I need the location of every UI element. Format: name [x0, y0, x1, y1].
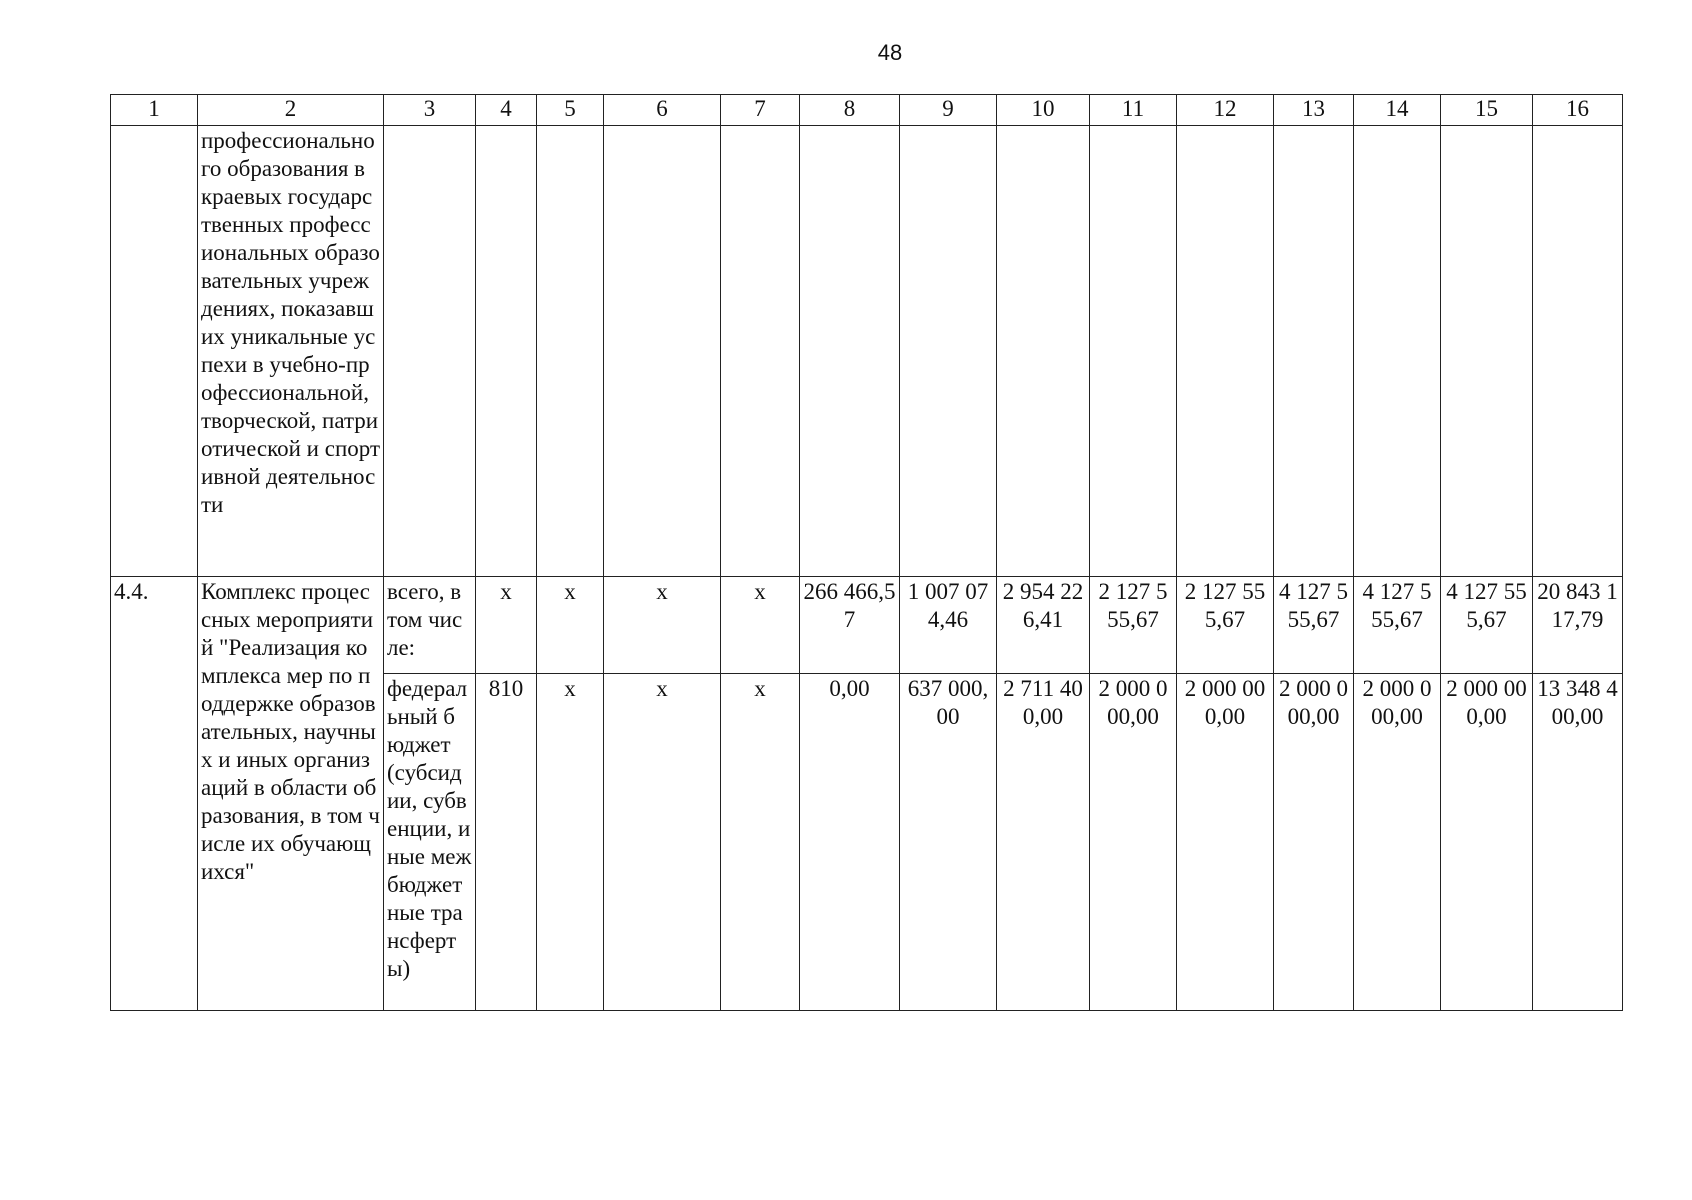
- amount-cell: 2 000 000,00: [1274, 674, 1354, 1011]
- item-name-cell: Комплекс процессных мероприятий "Реализация комплекса мер по поддержке образовательных, научных и иных организаций в области образования, в том числе их обучающихся": [198, 577, 384, 1011]
- table-cell: х: [604, 577, 721, 674]
- amount-cell: 4 127 555,67: [1274, 577, 1354, 674]
- amount-cell: 2 954 226,41: [997, 577, 1090, 674]
- amount-cell: 4 127 555,67: [1441, 577, 1533, 674]
- continuation-name-cell: профессионального образования в краевых государственных профессиональных образовательных учреждениях, показавших уникальные успехи в учебно-профессиональной, творческой, патриотической и спортивной деятельности: [198, 126, 384, 577]
- amount-cell: 2 000 000,00: [1090, 674, 1177, 1011]
- table-cell: [1177, 126, 1274, 577]
- column-header: 3: [384, 95, 476, 126]
- column-header: 10: [997, 95, 1090, 126]
- table-cell: х: [537, 577, 604, 674]
- table-cell: х: [476, 577, 537, 674]
- column-header: 11: [1090, 95, 1177, 126]
- table-cell: х: [721, 674, 800, 1011]
- column-header: 4: [476, 95, 537, 126]
- item-total-row: [111, 577, 1623, 674]
- table-cell: [721, 126, 800, 577]
- table-cell: [1354, 126, 1441, 577]
- amount-cell: 266 466,57: [800, 577, 900, 674]
- amount-cell: 2 127 555,67: [1090, 577, 1177, 674]
- amount-cell: 637 000,00: [900, 674, 997, 1011]
- table-cell: х: [721, 577, 800, 674]
- table-cell: [604, 126, 721, 577]
- column-header: 16: [1533, 95, 1623, 126]
- source-cell: всего, в том числе:: [384, 577, 476, 674]
- table-cell: х: [537, 674, 604, 1011]
- amount-cell: 1 007 074,46: [900, 577, 997, 674]
- amount-cell: 20 843 117,79: [1533, 577, 1623, 674]
- amount-cell: 0,00: [800, 674, 900, 1011]
- amount-cell: 2 000 000,00: [1354, 674, 1441, 1011]
- table-cell: 810: [476, 674, 537, 1011]
- column-number-row: [111, 95, 1623, 126]
- item-number-cell: 4.4.: [111, 577, 198, 1011]
- column-header: 9: [900, 95, 997, 126]
- table-cell: [111, 126, 198, 577]
- continuation-row: [111, 126, 1623, 577]
- amount-cell: 2 000 000,00: [1177, 674, 1274, 1011]
- table-cell: [997, 126, 1090, 577]
- source-cell: федеральный бюджет (субсидии, субвенции, иные межбюджетные трансферты): [384, 674, 476, 1011]
- column-header: 8: [800, 95, 900, 126]
- table-cell: [1274, 126, 1354, 577]
- column-header: 14: [1354, 95, 1441, 126]
- amount-cell: 2 711 400,00: [997, 674, 1090, 1011]
- table-cell: [900, 126, 997, 577]
- table-cell: х: [604, 674, 721, 1011]
- amount-cell: 13 348 400,00: [1533, 674, 1623, 1011]
- table-cell: [537, 126, 604, 577]
- column-header: 15: [1441, 95, 1533, 126]
- amount-cell: 4 127 555,67: [1354, 577, 1441, 674]
- column-header: 7: [721, 95, 800, 126]
- table-cell: [476, 126, 537, 577]
- amount-cell: 2 000 000,00: [1441, 674, 1533, 1011]
- table-cell: [1441, 126, 1533, 577]
- amount-cell: 2 127 555,67: [1177, 577, 1274, 674]
- budget-table: [110, 94, 1623, 1011]
- table-cell: [1533, 126, 1623, 577]
- table-cell: [1090, 126, 1177, 577]
- column-header: 6: [604, 95, 721, 126]
- column-header: 13: [1274, 95, 1354, 126]
- column-header: 12: [1177, 95, 1274, 126]
- column-header: 5: [537, 95, 604, 126]
- column-header: 2: [198, 95, 384, 126]
- table-cell: [800, 126, 900, 577]
- page-number: 48: [877, 40, 903, 65]
- column-header: 1: [111, 95, 198, 126]
- table-cell: [384, 126, 476, 577]
